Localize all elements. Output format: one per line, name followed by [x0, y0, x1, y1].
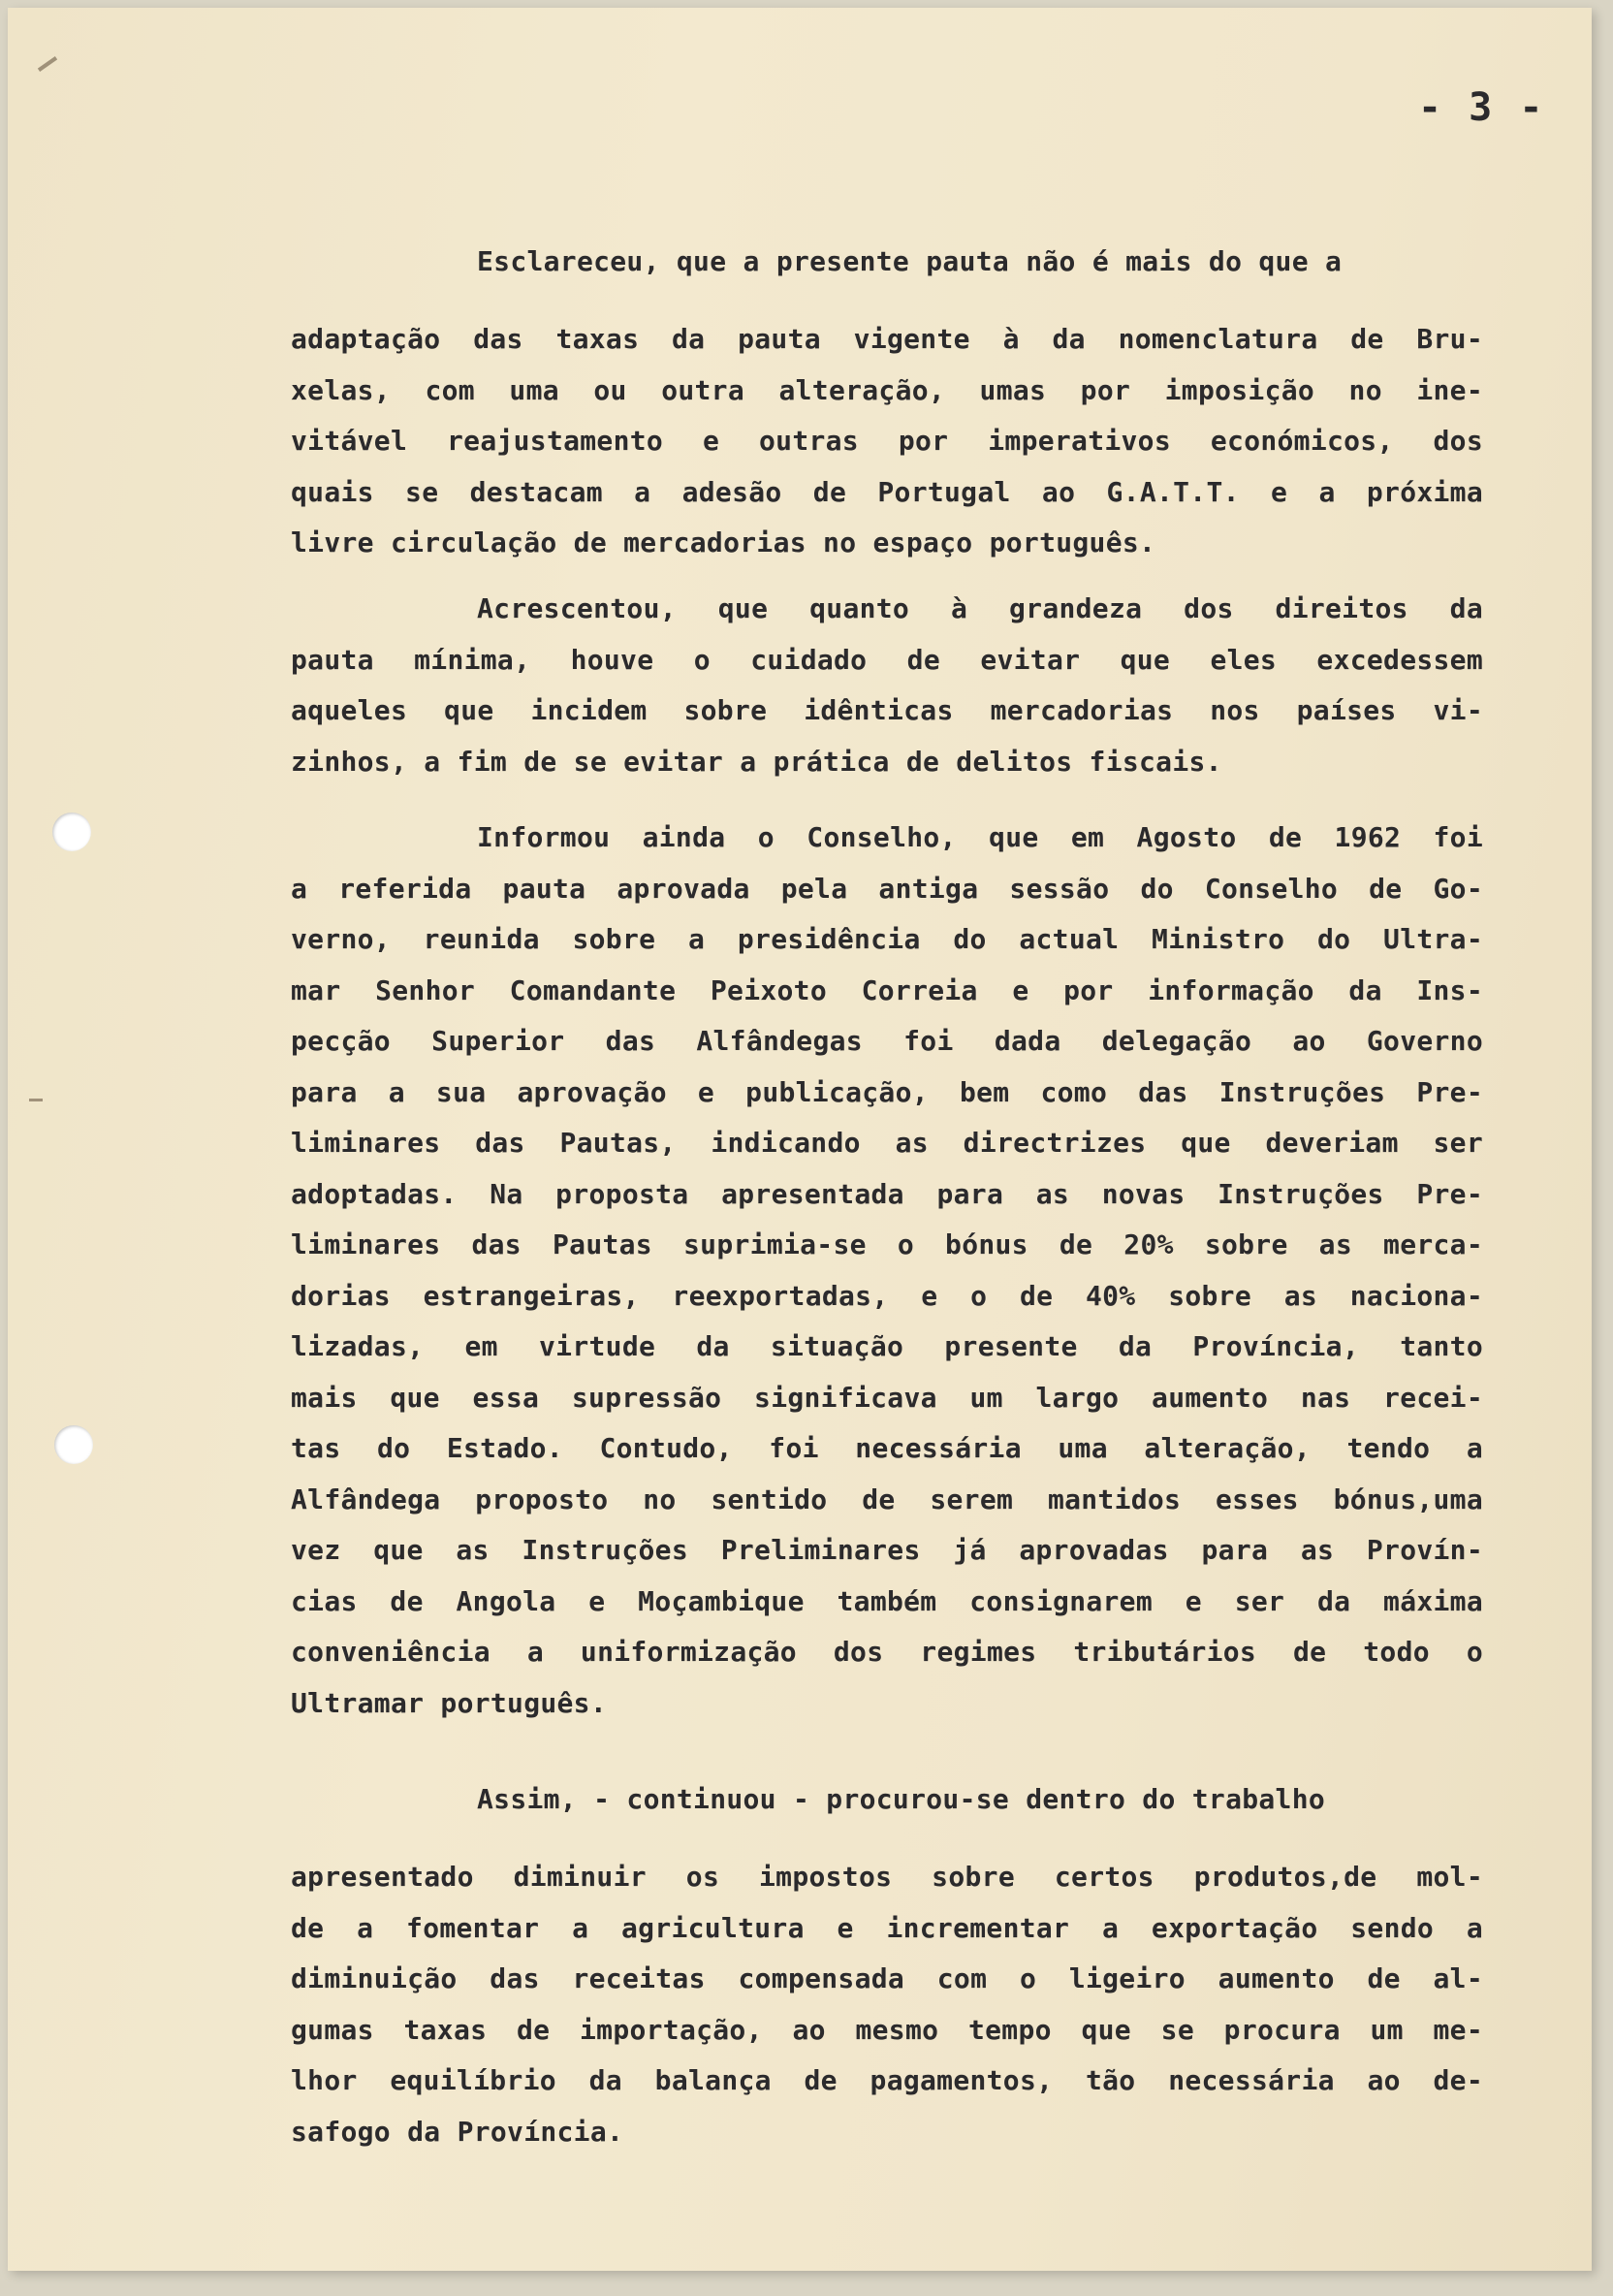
- paragraph-line: Informou ainda o Conselho, que em Agosto de 1962 foi: [477, 821, 1483, 853]
- paragraph-line: liminares das Pautas, indicando as directrizes que deveriam ser: [291, 1127, 1483, 1159]
- page-number: - 3 -: [1418, 85, 1545, 130]
- paragraph-line: mais que essa supressão significava um largo aumento nas recei-: [291, 1381, 1483, 1414]
- paragraph-1-body: [291, 314, 1483, 569]
- document-page: [8, 8, 1592, 2271]
- paragraph-line: para a sua aprovação e publicação, bem como das Instruções Pre-: [291, 1075, 1483, 1108]
- paragraph-line: Alfândega proposto no sentido de serem mantidos esses bónus,uma: [291, 1483, 1483, 1515]
- paragraph-line: vitável reajustamento e outras por imperativos económicos, dos: [291, 425, 1483, 457]
- paragraph-line: pauta mínima, houve o cuidado de evitar que eles excedessem: [291, 643, 1483, 676]
- ink-mark: [38, 56, 57, 72]
- paragraph-line: Ultramar português.: [291, 1686, 607, 1719]
- paragraph-line: lizadas, em virtude da situação presente da Província, tanto: [291, 1330, 1483, 1362]
- paragraph-line: mar Senhor Comandante Peixoto Correia e por informação da Ins-: [291, 973, 1483, 1006]
- paragraph-line: aqueles que incidem sobre idênticas mercadorias nos países vi-: [291, 694, 1483, 726]
- paragraph-line: conveniência a uniformização dos regimes tributários de todo o: [291, 1636, 1483, 1668]
- paragraph-line: zinhos, a fim de se evitar a prática de delitos fiscais.: [291, 745, 1222, 778]
- paragraph-4: [291, 1774, 1483, 1826]
- paragraph-2: [291, 584, 1483, 787]
- paragraph-line: pecção Superior das Alfândegas foi dada delegação ao Governo: [291, 1025, 1483, 1057]
- paragraph-line: adaptação das taxas da pauta vigente à da nomenclatura de Bru-: [291, 323, 1483, 355]
- paragraph-line: safogo da Província.: [291, 2115, 624, 2148]
- ink-mark: [29, 1099, 43, 1101]
- paragraph-line: vez que as Instruções Preliminares já aprovadas para as Provín-: [291, 1534, 1483, 1566]
- paragraph-line: lhor equilíbrio da balança de pagamentos, tão necessária ao de-: [291, 2064, 1483, 2096]
- paragraph-line: gumas taxas de importação, ao mesmo tempo que se procura um me-: [291, 2013, 1483, 2046]
- paragraph-line: dorias estrangeiras, reexportadas, e o de 40% sobre as naciona-: [291, 1279, 1483, 1312]
- paragraph-4-body: [291, 1852, 1483, 2157]
- paragraph-line: verno, reunida sobre a presidência do actual Ministro do Ultra-: [291, 923, 1483, 955]
- paragraph-3: [291, 813, 1483, 1729]
- punch-hole: [54, 1425, 93, 1464]
- paragraph-line: adoptadas. Na proposta apresentada para as novas Instruções Pre-: [291, 1177, 1483, 1210]
- paragraph-line: Acrescentou, que quanto à grandeza dos direitos da: [477, 592, 1483, 624]
- paragraph-line: apresentado diminuir os impostos sobre certos produtos,de mol-: [291, 1861, 1483, 1893]
- paragraph-line: Esclareceu, que a presente pauta não é mais do que a: [477, 245, 1343, 277]
- paragraph-1: [291, 237, 1483, 288]
- paragraph-line: quais se destacam a adesão de Portugal ao G.A.T.T. e a próxima: [291, 475, 1483, 508]
- paragraph-line: diminuição das receitas compensada com o ligeiro aumento de al-: [291, 1962, 1483, 1994]
- paragraph-line: livre circulação de mercadorias no espaço português.: [291, 526, 1156, 558]
- punch-hole: [52, 813, 91, 851]
- paragraph-line: de a fomentar a agricultura e incrementar a exportação sendo a: [291, 1911, 1483, 1944]
- paragraph-line: tas do Estado. Contudo, foi necessária uma alteração, tendo a: [291, 1432, 1483, 1464]
- paragraph-line: liminares das Pautas suprimia-se o bónus de 20% sobre as merca-: [291, 1228, 1483, 1260]
- paragraph-line: Assim, - continuou - procurou-se dentro do trabalho: [477, 1783, 1326, 1815]
- paragraph-line: cias de Angola e Moçambique também consignarem e ser da máxima: [291, 1584, 1483, 1617]
- paragraph-line: a referida pauta aprovada pela antiga sessão do Conselho de Go-: [291, 872, 1483, 905]
- paragraph-line: xelas, com uma ou outra alteração, umas por imposição no ine-: [291, 373, 1483, 406]
